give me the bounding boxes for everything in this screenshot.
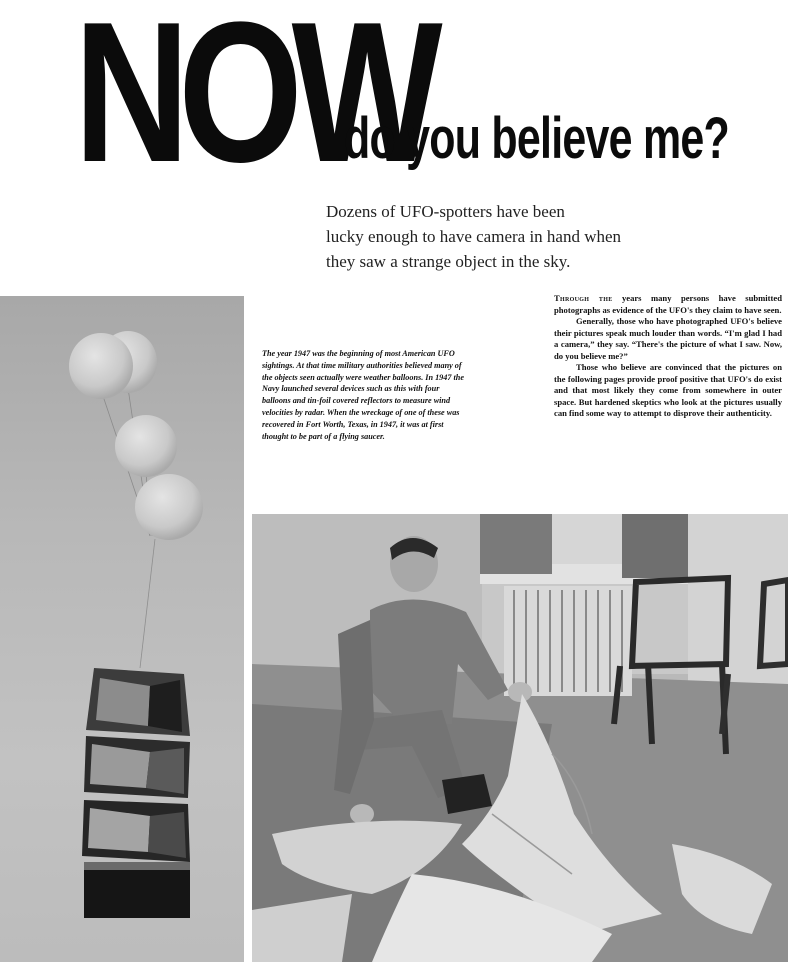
balloon — [115, 415, 177, 477]
balloon — [135, 474, 203, 540]
balloon-photo — [0, 296, 244, 962]
balloon — [69, 333, 133, 399]
body-paragraph: Those who believe are convinced that the pictures on the following pages provide proof positive that UFO's do exist and that most likely they come from somewhere in outer space. But hardened skeptics who look at the pictures usually can find some way to attempt to disprove their authenticity. — [554, 362, 782, 418]
deck-intro — [326, 199, 656, 274]
headline-now: NOW — [74, 0, 432, 204]
soldier-illustration — [252, 514, 788, 962]
headline-subtitle: do you believe me? — [344, 106, 729, 171]
soldier-photo — [252, 514, 788, 962]
body-paragraph: Generally, those who have photographed UFO's believe their pictures speak much louder than words. “I'm glad I had a camera,” they say. “There's the picture of what I saw. Now, do you believe me?” — [554, 316, 782, 361]
body-lead-in: Through the — [554, 293, 613, 303]
balloon-illustration — [0, 296, 244, 962]
article-body — [554, 293, 782, 420]
body-paragraph — [554, 293, 782, 316]
deck-line: Dozens of UFO-spotters have been — [326, 202, 565, 221]
deck-line: they saw a strange object in the sky. — [326, 252, 571, 271]
deck-line: lucky enough to have camera in hand when — [326, 227, 622, 246]
body-text: years many persons have submitted photographs as evidence of the UFO's they claim to have seen. — [554, 293, 783, 315]
photo-caption: The year 1947 was the beginning of most American UFO sightings. At that time military authorities believed many of the objects seen actually were weather balloons. In 1947 the Navy launched several devices such as this with four balloons and tin-foil covered reflectors to measure wind velocities by radar. When the wreckage of one of these was recovered in Fort Worth, Texas, in 1947, it was at first thought to be part of a flying saucer. — [262, 349, 464, 441]
radar-reflector — [82, 668, 190, 918]
